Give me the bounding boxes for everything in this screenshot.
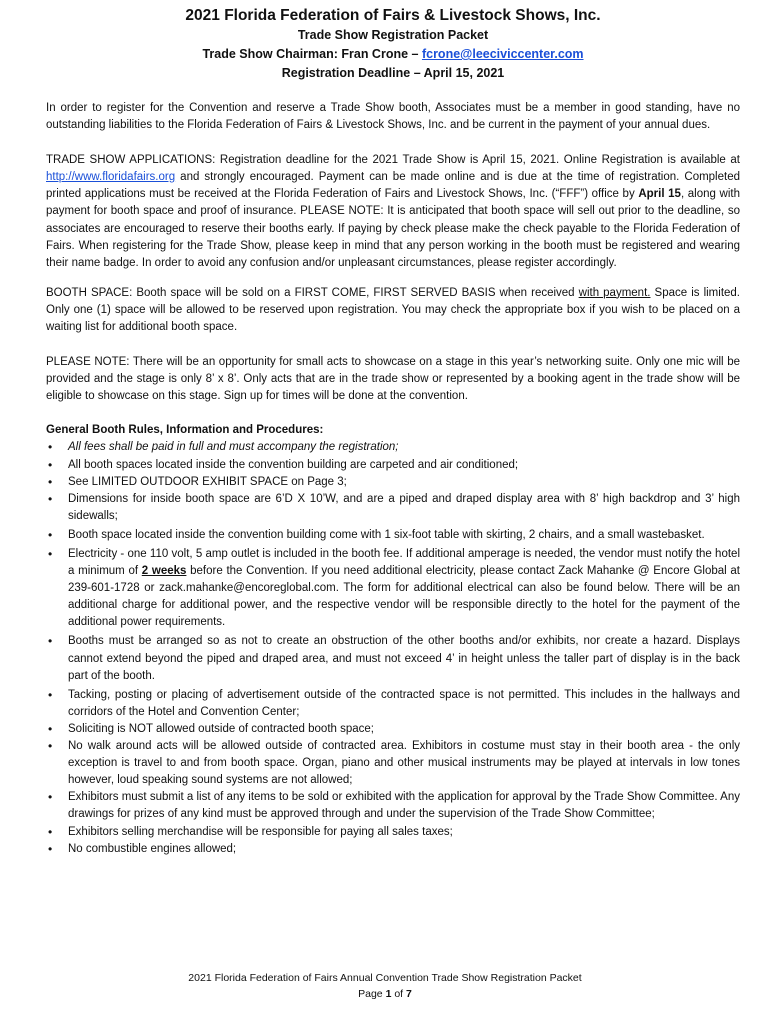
applications-bold-date: April 15 xyxy=(638,188,681,201)
chairman-label: Trade Show Chairman: Fran Crone – xyxy=(202,47,422,61)
rules-list xyxy=(46,439,740,857)
rule-item: • Booth space located inside the convention building come with 1 six-foot table with skirting, 2 chairs, and a small wastebasket. xyxy=(46,527,740,544)
document-title: 2021 Florida Federation of Fairs & Livestock Shows, Inc. xyxy=(185,7,601,24)
page-word: Page xyxy=(358,988,386,1000)
packet-subtitle: Trade Show Registration Packet xyxy=(297,28,489,42)
applications-paragraph xyxy=(46,152,740,273)
chairman-line xyxy=(46,45,740,64)
electricity-text-1: Electricity - one 110 volt, 5 amp outlet is included in the booth fee. If additional amperage is needed, the vendor must notify the hotel a minimum of xyxy=(68,548,740,578)
footer-title: 2021 Florida Federation of Fairs Annual Convention Trade Show Registration Packet xyxy=(188,972,582,984)
booth-space-text-1: BOOTH SPACE: Booth space will be sold on a FIRST COME, FIRST SERVED BASIS when received xyxy=(46,286,579,299)
page-current: 1 xyxy=(385,988,392,1000)
rules-title: General Booth Rules, Information and Procedures: xyxy=(46,424,324,437)
booth-space-underlined: with payment. xyxy=(578,286,651,299)
booth-space-paragraph xyxy=(46,285,740,337)
rule-item: • Dimensions for inside booth space are 6’D X 10’W, and are a piped and draped display area with 8’ high backdrop and 3’ high sidewalls; xyxy=(46,491,740,525)
applications-text-1: TRADE SHOW APPLICATIONS: Registration deadline for the 2021 Trade Show is April 15, 2021. Online Registration is available at xyxy=(46,153,740,166)
page-footer xyxy=(0,970,770,1002)
rule-item: • Tacking, posting or placing of advertisement outside of the contracted space is not permitted. This includes in the hallways and corridors of the Hotel and Convention Center; xyxy=(46,687,740,721)
electricity-text-2: before the Convention. If you need additional electricity, please contact Zack Mahanke @ Encore Global at 239-601-1728 or zack.mahanke@encoreglobal.com. The form for additional electrical can also be found below. There will be an additional charge for additional power, and the respective vendor will be responsible directly to the hotel for the payment of the additional power requirements. xyxy=(68,565,740,629)
page-of: of xyxy=(391,988,407,1000)
booth-space-text-2: Space is limited. Only one (1) space will be allowed to be reserved upon registration. You may check the appropriate box if you wish to be placed on a waiting list for additional booth space. xyxy=(46,286,740,334)
rule-item: • Exhibitors must submit a list of any items to be sold or exhibited with the application for approval by the Trade Show Committee. Any drawings for prizes of any kind must be approved through and under the supervision of the Trade Show Committee; xyxy=(46,789,740,823)
page-number xyxy=(0,986,770,1002)
rule-item: • Booths must be arranged so as not to create an obstruction of the other booths and/or exhibits, nor create a hazard. Displays cannot extend beyond the piped and draped area, and must not exceed 4’ in height unless the taller part of display is in the back part of the booth. xyxy=(46,633,740,684)
applications-text-2: and strongly encouraged. Payment can be made online and is due at the time of registration. Completed printed applications must be received at the Florida Federation of Fairs and Livestock Shows, Inc. (“FFF”) office by xyxy=(46,170,740,201)
page-total: 7 xyxy=(406,988,412,1000)
rule-item: • Soliciting is NOT allowed outside of contracted booth space; xyxy=(46,721,740,738)
applications-text-3: , along with payment for booth space and proof of insurance. PLEASE NOTE: It is anticipated that booth space will sell out prior to the deadline, so associates are encouraged to reserve their booths early. If paying by check please make the check payable to the Florida Federation of Fairs. When registering for the Trade Show, please keep in mind that any person working in the booth must be registered and wearing their name badge. In order to avoid any confusion and/or unpleasant circumstances, please register accordingly. xyxy=(46,188,740,270)
chairman-email-link[interactable]: fcrone@leeciviccenter.com xyxy=(421,47,584,61)
rule-item xyxy=(46,439,740,456)
rule-text-fees: All fees shall be paid in full and must accompany the registration; xyxy=(68,441,399,454)
rule-item: • No combustible engines allowed; xyxy=(46,841,740,858)
please-note-paragraph: PLEASE NOTE: There will be an opportunity for small acts to showcase on a stage in this year’s networking suite. Only one mic will be provided and the stage is only 8’ x 8’. Only acts that are in the trade show or represented by a booking agent in the trade show will be eligible to showcase on this stage. Sign up for times will be done at the convention. xyxy=(46,355,740,403)
document-header xyxy=(46,6,740,83)
intro-paragraph: In order to register for the Convention and reserve a Trade Show booth, Associates must be a member in good standing, have no outstanding liabilities to the Florida Federation of Fairs & Livestock Shows, Inc. and be current in the payment of your annual dues. xyxy=(46,102,740,132)
rule-item-electricity xyxy=(46,546,740,631)
rule-item: • Exhibitors selling merchandise will be responsible for paying all sales taxes; xyxy=(46,824,740,841)
rule-item: • All booth spaces located inside the convention building are carpeted and air conditioned; xyxy=(46,457,740,474)
rule-item: • No walk around acts will be allowed outside of contracted area. Exhibitors in costume must stay in their booth area - the only exception is travel to and from booth space. Organ, piano and other musical instruments may be played at intervals in low tones however, loud speaking sound systems are not allowed; xyxy=(46,738,740,789)
rule-item: • See LIMITED OUTDOOR EXHIBIT SPACE on Page 3; xyxy=(46,474,740,491)
electricity-bold: 2 weeks xyxy=(141,565,187,578)
registration-deadline: Registration Deadline – April 15, 2021 xyxy=(281,66,505,80)
floridafairs-link[interactable]: http://www.floridafairs.org xyxy=(46,170,176,183)
